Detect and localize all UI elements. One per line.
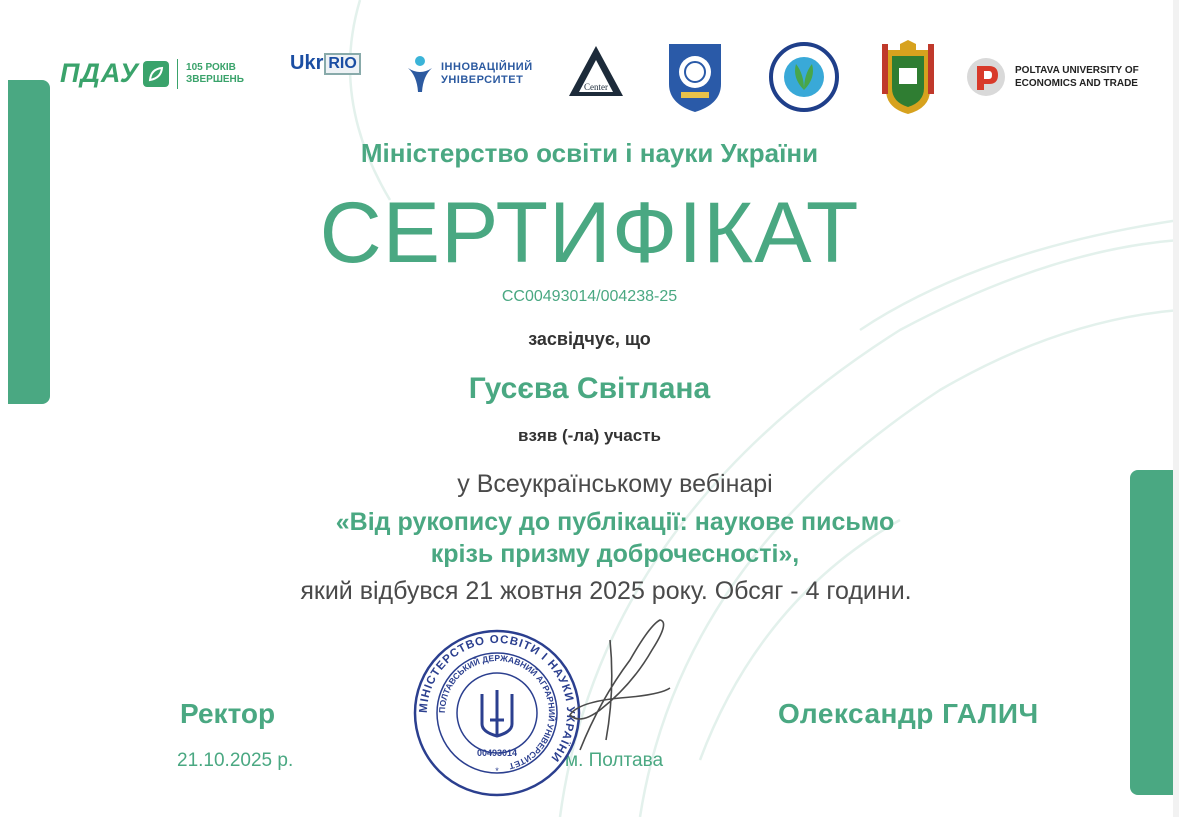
- pdau-logo: [60, 58, 244, 89]
- certifies-text: засвідчує, що: [528, 329, 651, 349]
- coat-of-arms-logo: [878, 40, 938, 116]
- certificate-number: CC00493014/004238-25: [501, 288, 678, 305]
- stamp-inner-text: ПОЛТАВСЬКИЙ ДЕРЖАВНИЙ АГРАРНИЙ УНІВЕРСИТЕТ: [436, 652, 558, 772]
- issue-date: 21.10.2025 р.: [177, 750, 294, 771]
- ukrio-logo: [290, 52, 361, 75]
- coat-of-arms-icon: [878, 40, 938, 116]
- issue-city: м. Полтава: [565, 750, 664, 771]
- event-title-line2: крізь призму доброчесності»,: [430, 540, 800, 568]
- innovative-line1: ІННОВАЦІЙНИЙ: [441, 61, 533, 73]
- participation-text: взяв (-ла) участь: [518, 426, 661, 445]
- globe-emblem-icon: [760, 42, 848, 112]
- stamp-star: *: [495, 766, 499, 776]
- ukrio-part1: Ukr: [290, 52, 324, 74]
- innovative-university-name: [441, 61, 533, 87]
- poltava-university-name: [1015, 64, 1139, 90]
- leaf-icon: [143, 61, 169, 87]
- poltava-university-logo: [965, 56, 1139, 98]
- anniversary-line2: ЗВЕРШЕНЬ: [186, 73, 244, 85]
- polissia-university-logo: [760, 42, 848, 112]
- center-logo: [565, 42, 627, 102]
- rector-signature: [540, 610, 690, 760]
- center-label: Center: [584, 82, 608, 92]
- pute-emblem-icon: [965, 56, 1007, 98]
- triangle-emblem-icon: [565, 42, 627, 102]
- ukrio-part2: RIO: [324, 53, 360, 75]
- certificate-title: СЕРТИФІКАТ: [319, 185, 860, 281]
- innovative-university-logo: [405, 54, 533, 94]
- innovative-line2: УНІВЕРСИТЕТ: [441, 74, 524, 86]
- pdau-wordmark: ПДАУ: [60, 58, 140, 88]
- person-figure-icon: [405, 54, 435, 94]
- ministry-heading: Міністерство освіти і науки України: [360, 138, 819, 168]
- pdau-anniversary: [186, 62, 244, 86]
- poltava-line1: POLTAVA UNIVERSITY OF: [1015, 65, 1139, 76]
- event-title: [0, 506, 1179, 570]
- event-intro: у Всеукраїнському вебінарі: [457, 470, 773, 498]
- recipient-name: Гусєва Світлана: [468, 372, 711, 405]
- stamp-code: 00493014: [476, 748, 518, 758]
- page-edge: [1173, 0, 1179, 817]
- trident-icon: [482, 690, 512, 736]
- blue-shield-icon: [665, 40, 725, 114]
- rector-name: Олександр ГАЛИЧ: [778, 698, 1039, 729]
- poltava-line2: ECONOMICS AND TRADE: [1015, 78, 1138, 89]
- logo-divider: [177, 59, 178, 89]
- anniversary-line1: 105 РОКІВ: [186, 61, 236, 73]
- partner-logos: [60, 36, 1150, 116]
- rector-label: Ректор: [180, 698, 276, 729]
- university-shield-logo: [665, 40, 725, 114]
- event-date-line: який відбувся 21 жовтня 2025 року. Обсяг - 4 години.: [300, 577, 912, 605]
- stamp-outer-text: МІНІСТЕРСТВО ОСВІТИ І НАУКИ УКРАЇНИ: [417, 633, 577, 765]
- event-title-line1: «Від рукопису до публікації: наукове письмо: [335, 508, 895, 536]
